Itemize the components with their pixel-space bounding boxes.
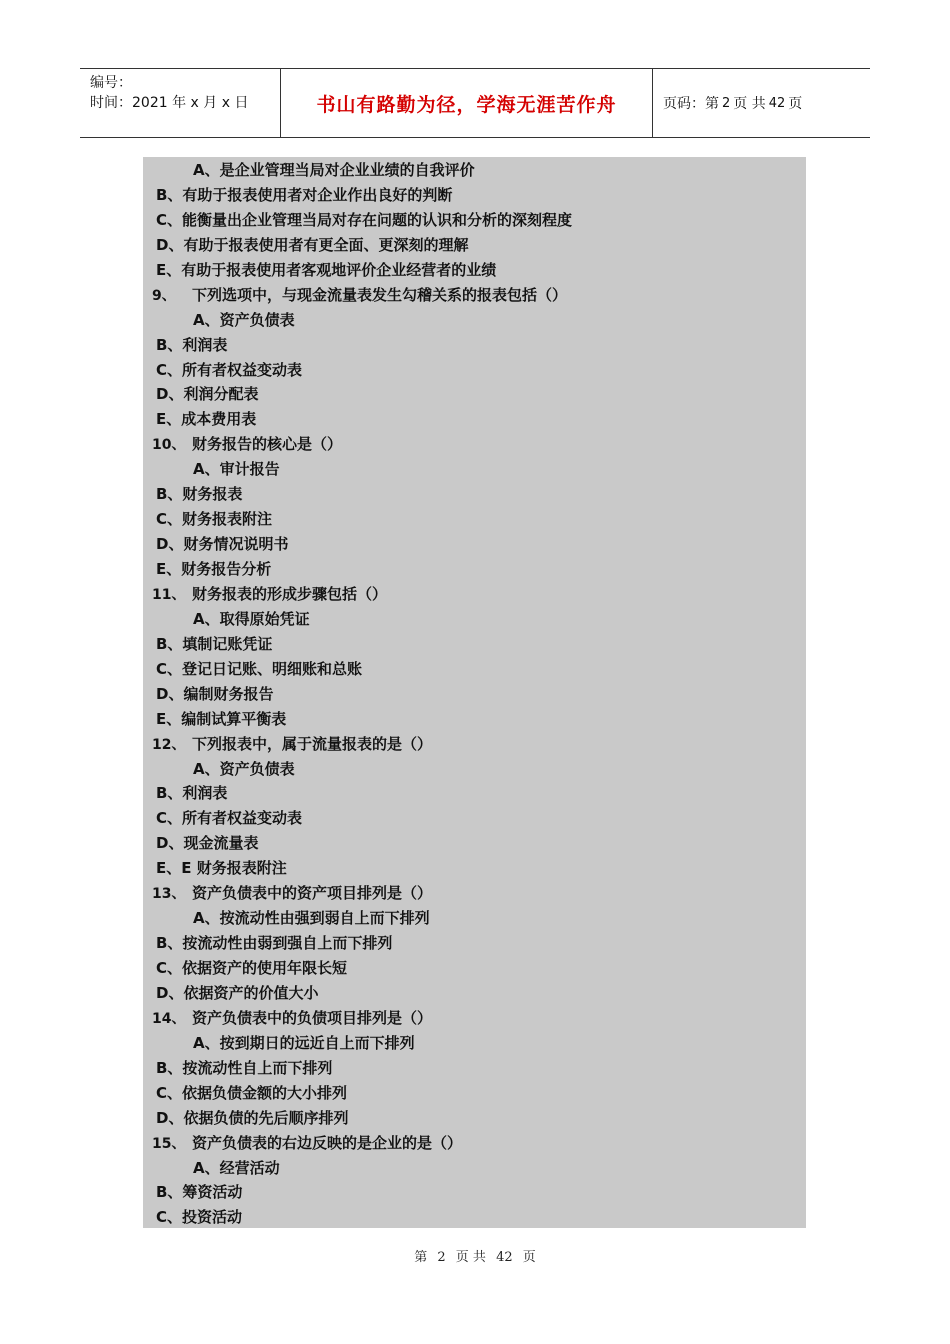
answer-option: A、是企业管理当局对企业业绩的自我评价 xyxy=(193,161,475,179)
question-number: 15、 xyxy=(152,1135,186,1152)
answer-option: A、经营活动 xyxy=(193,1158,280,1177)
answer-option: E、编制试算平衡表 xyxy=(156,709,287,728)
answer-option: D、编制财务报告 xyxy=(156,684,274,703)
answer-option: D、现金流量表 xyxy=(156,834,259,853)
question-text: 下列选项中，与现金流量表发生勾稽关系的报表包括（） xyxy=(192,285,568,304)
answer-option: B、按流动性自上而下排列 xyxy=(156,1058,333,1077)
answer-option: B、按流动性由弱到强自上而下排列 xyxy=(156,934,393,953)
answer-option: C、依据资产的使用年限长短 xyxy=(156,959,348,977)
answer-option: A、审计报告 xyxy=(193,460,280,479)
question-stem xyxy=(143,582,806,607)
answer-option: B、利润表 xyxy=(156,784,228,803)
answer-option: E、有助于报表使用者客观地评价企业经营者的业绩 xyxy=(156,260,497,279)
answer-option: A、按流动性由强到弱自上而下排列 xyxy=(193,909,430,928)
answer-option: C、能衡量出企业管理当局对存在问题的认识和分析的深刻程度 xyxy=(156,210,573,229)
page-header xyxy=(80,68,870,138)
question-stem xyxy=(143,881,806,906)
answer-option: B、填制记账凭证 xyxy=(156,634,273,653)
answer-option: B、筹资活动 xyxy=(156,1183,243,1202)
page-mid: 页 共 xyxy=(733,96,766,112)
question-number: 9、 xyxy=(152,287,176,304)
page-number: 2 xyxy=(722,95,731,111)
question-content xyxy=(143,157,806,1228)
answer-option: D、依据资产的价值大小 xyxy=(156,983,319,1002)
question-text: 下列报表中，属于流量报表的是（） xyxy=(192,734,433,753)
answer-option: B、利润表 xyxy=(156,335,228,354)
serial-label: 编号： xyxy=(90,75,132,91)
question-number: 14、 xyxy=(152,1010,186,1027)
question-text: 财务报表的形成步骤包括（） xyxy=(192,584,388,603)
answer-option: A、资产负债表 xyxy=(193,759,295,778)
header-meta xyxy=(80,69,281,137)
header-page-info xyxy=(653,69,870,137)
time-label: 时间：2021 年 x 月 x 日 xyxy=(90,95,249,111)
footer-total: 42 xyxy=(496,1250,513,1265)
answer-option: A、资产负债表 xyxy=(193,310,295,329)
page-suffix: 页 xyxy=(788,96,803,112)
question-number: 12、 xyxy=(152,736,186,753)
footer-prefix: 第 xyxy=(414,1250,428,1265)
answer-option: C、所有者权益变动表 xyxy=(156,360,303,379)
question-number: 10、 xyxy=(152,437,186,454)
answer-option: E、财务报告分析 xyxy=(156,560,272,578)
answer-option: D、依据负债的先后顺序排列 xyxy=(156,1108,349,1127)
page-prefix: 页码：第 xyxy=(663,96,719,112)
question-stem xyxy=(143,1006,806,1031)
question-text: 资产负债表中的负债项目排列是（） xyxy=(192,1008,433,1027)
question-text: 财务报告的核心是（） xyxy=(192,435,343,454)
answer-option: E、E 财务报表附注 xyxy=(156,859,287,878)
answer-option: C、依据负债金额的大小排列 xyxy=(156,1083,348,1102)
answer-option: E、成本费用表 xyxy=(156,410,257,429)
question-text: 资产负债表的右边反映的是企业的是（） xyxy=(192,1133,463,1152)
question-stem xyxy=(143,432,806,457)
answer-option: B、财务报表 xyxy=(156,485,243,504)
header-motto: 书山有路勤为径，学海无涯苦作舟 xyxy=(281,69,653,137)
answer-option: C、投资活动 xyxy=(156,1208,243,1227)
page-total: 42 xyxy=(768,95,786,111)
answer-option: D、财务情况说明书 xyxy=(156,535,289,554)
page-footer xyxy=(0,1246,950,1265)
question-number: 11、 xyxy=(152,586,186,603)
question-stem xyxy=(143,1131,806,1156)
footer-mid: 页 共 xyxy=(455,1250,486,1265)
answer-option: B、有助于报表使用者对企业作出良好的判断 xyxy=(156,185,453,204)
answer-option: D、利润分配表 xyxy=(156,385,259,404)
question-stem xyxy=(143,283,806,308)
answer-option: C、财务报表附注 xyxy=(156,510,273,529)
answer-option: D、有助于报表使用者有更全面、更深刻的理解 xyxy=(156,235,469,254)
answer-option: C、登记日记账、明细账和总账 xyxy=(156,659,363,678)
question-text: 资产负债表中的资产项目排列是（） xyxy=(192,884,433,903)
answer-option: C、所有者权益变动表 xyxy=(156,809,303,828)
answer-option: A、取得原始凭证 xyxy=(193,609,310,628)
footer-suffix: 页 xyxy=(522,1250,536,1265)
answer-option: A、按到期日的远近自上而下排列 xyxy=(193,1033,415,1052)
question-stem xyxy=(143,732,806,757)
footer-page: 2 xyxy=(437,1250,446,1265)
question-number: 13、 xyxy=(152,886,186,903)
